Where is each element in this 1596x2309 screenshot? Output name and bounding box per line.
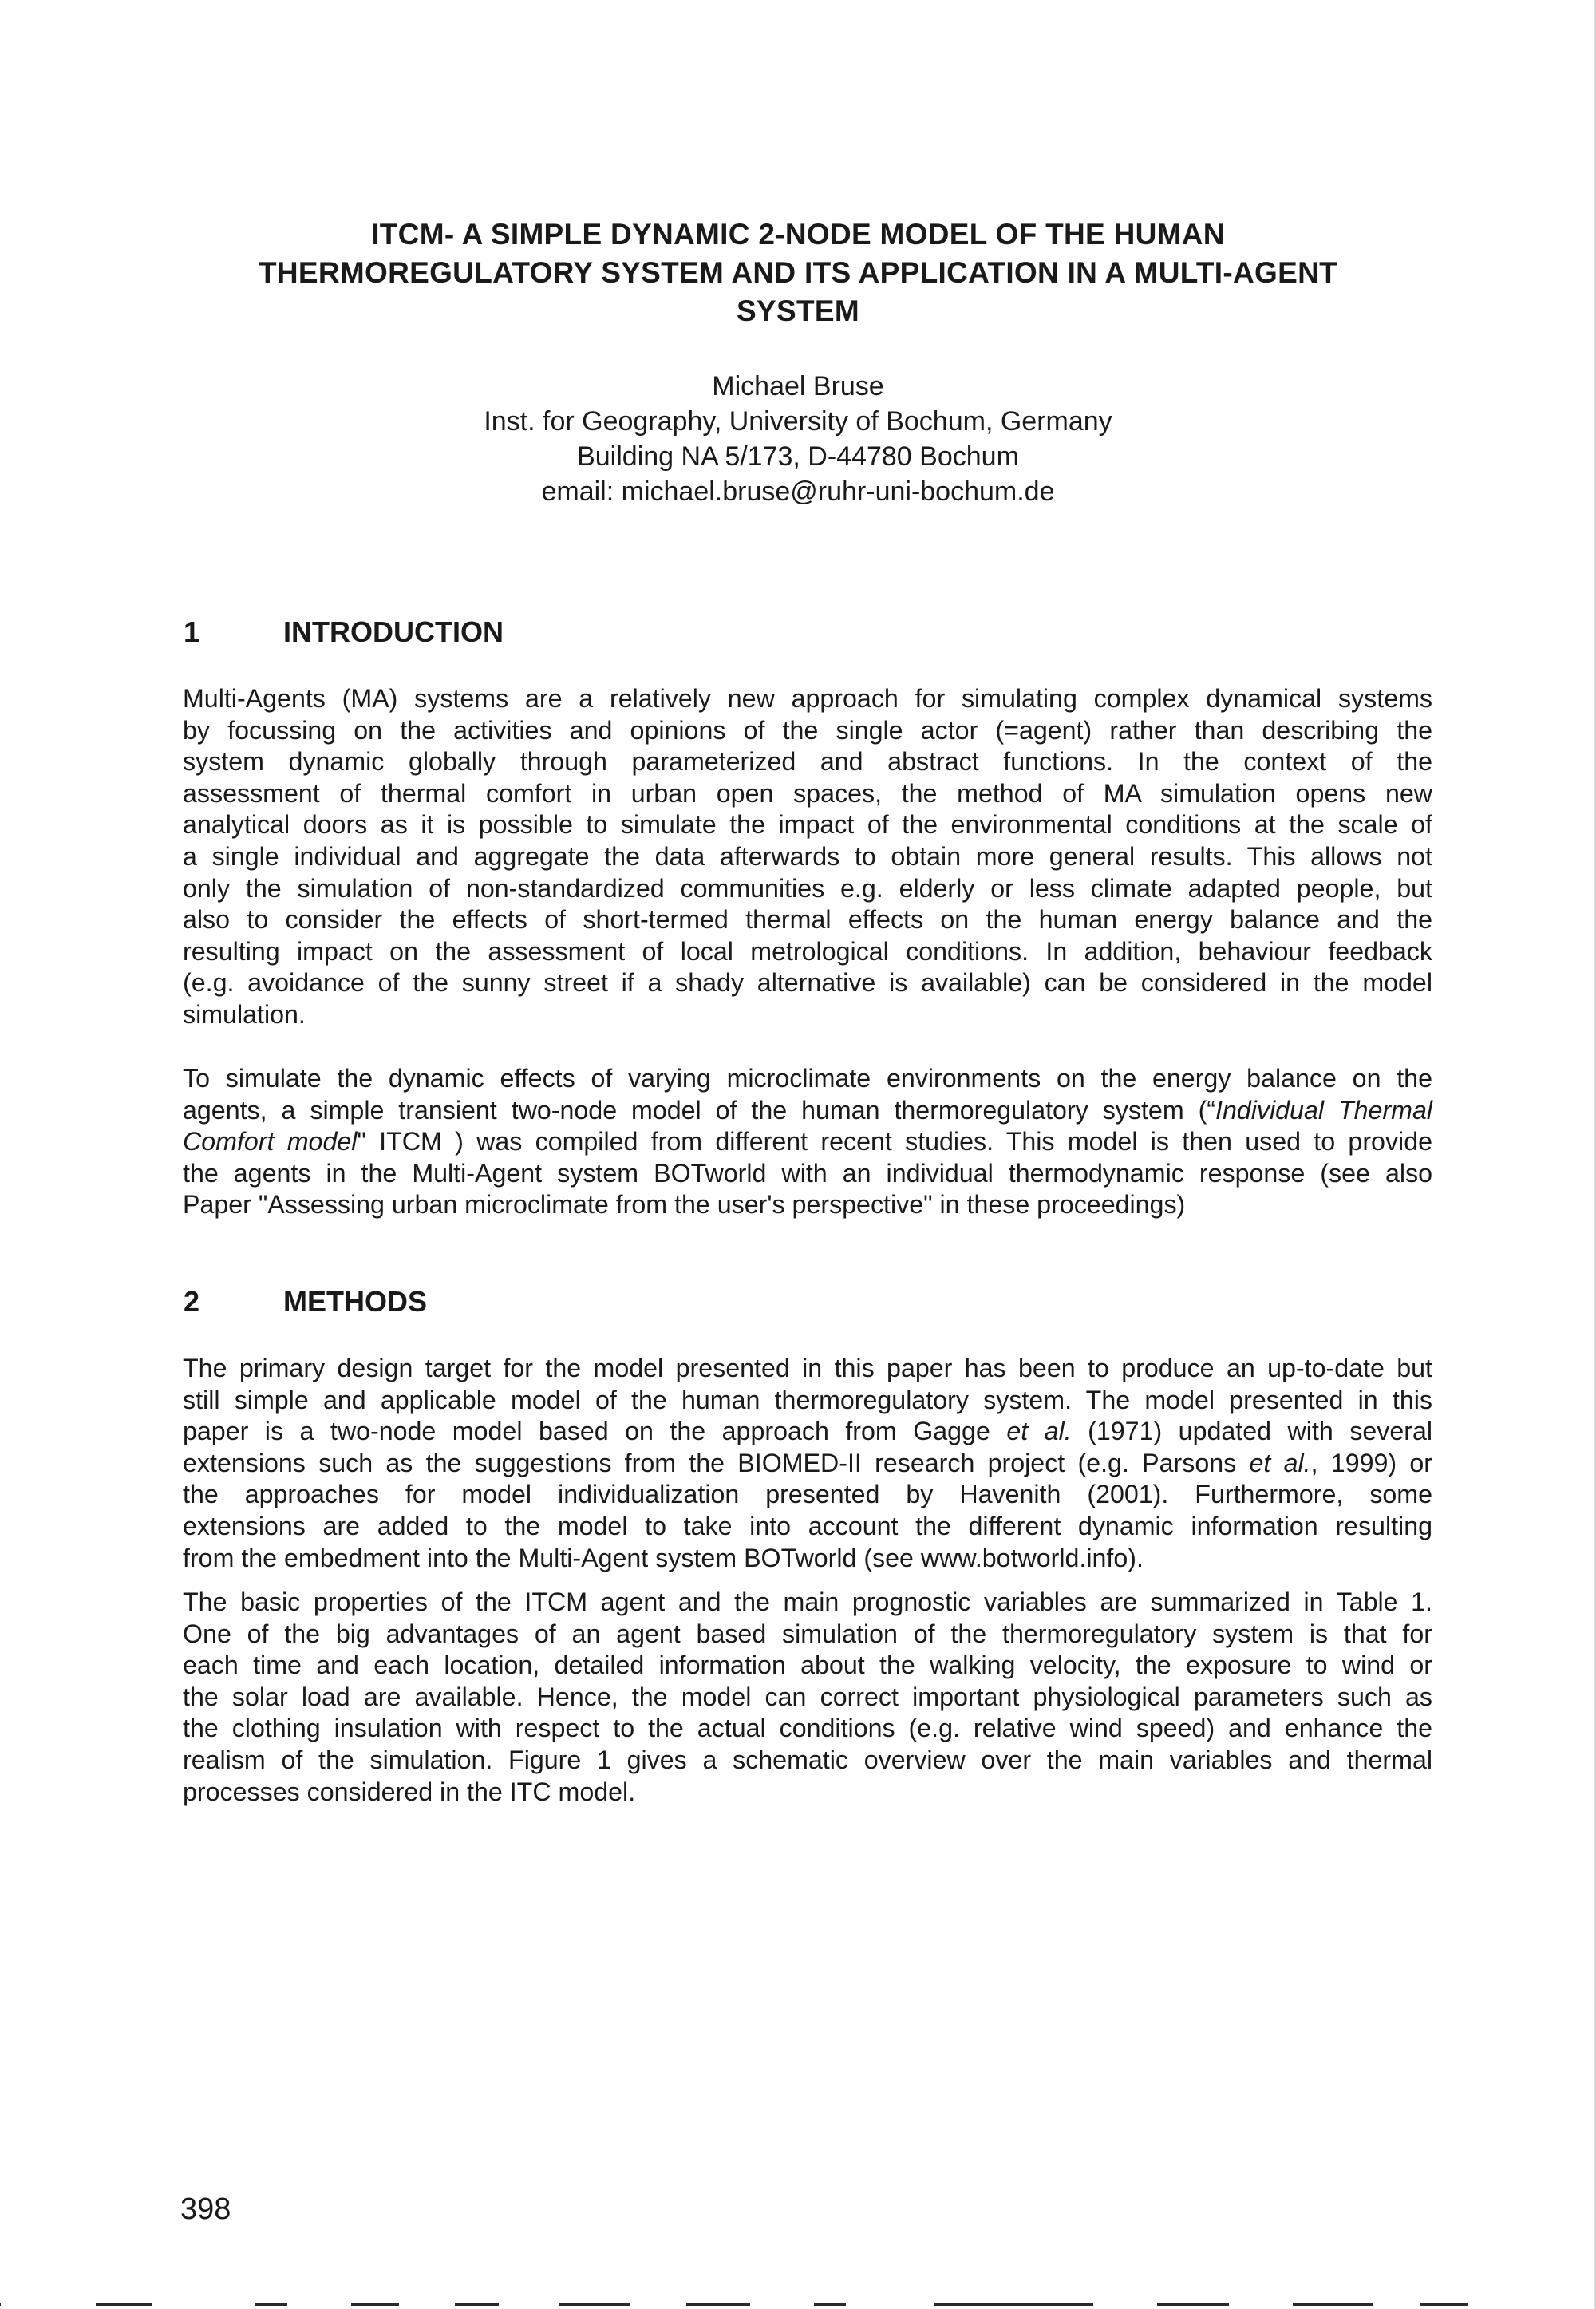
text-line: still simple and applicable model of the human thermoregulatory system. The model presented in this [183,1385,1432,1414]
text-line [183,1126,1432,1158]
section-number: 1 [184,615,200,648]
text-line: To simulate the dynamic effects of varying microclimate environments on the energy balance on the [183,1064,1432,1093]
author-email: email: michael.bruse@ruhr-uni-bochum.de [541,476,1055,507]
scan-mark [0,2303,1,2306]
text-segment: , 1999) or [1310,1448,1432,1477]
scan-mark [455,2303,499,2306]
text-line: resulting impact on the assessment of local metrological conditions. In addition, behaviour feedback [183,936,1432,966]
text-line: assessment of thermal comfort in urban open spaces, the method of MA simulation opens new [183,778,1432,808]
text-line [183,1416,1432,1448]
author-block [239,369,1357,509]
scan-mark [934,2303,1093,2306]
text-segment: paper is a two-node model based on the approach from Gagge [183,1417,1007,1446]
text-line: the clothing insulation with respect to the actual conditions (e.g. relative wind speed) and enhance the [183,1714,1432,1743]
author-name: Michael Bruse [712,371,884,401]
text-line: from the embedment into the Multi-Agent system BOTworld (see www.botworld.info). [183,1543,1144,1572]
text-line [183,1448,1432,1480]
section-title: INTRODUCTION [283,615,504,648]
italic-term: et al. [1249,1448,1311,1477]
title-line-1: ITCM- A SIMPLE DYNAMIC 2-NODE MODEL OF THE HUMAN [371,218,1225,251]
section-title: METHODS [283,1285,427,1318]
text-segment: (1971) updated with several [1071,1417,1432,1446]
text-line: One of the big advantages of an agent based simulation of the thermoregulatory system is that for [183,1619,1432,1648]
section-number: 2 [184,1285,200,1318]
methods-paragraph-1 [183,1353,1432,1574]
scan-mark [1420,2303,1468,2306]
text-line: system dynamic globally through parameterized and abstract functions. In the context of the [183,747,1432,777]
text-line: a single individual and aggregate the data afterwards to obtain more general results. This allows not [183,841,1432,871]
scan-mark [1293,2303,1373,2306]
text-line: only the simulation of non-standardized communities e.g. elderly or less climate adapted people, but [183,873,1432,903]
text-line: the agents in the Multi-Agent system BOTworld with an individual thermodynamic response (see also [183,1158,1432,1188]
text-segment: agents, a simple transient two-node model of the human thermoregulatory system (“ [183,1095,1216,1125]
scan-mark [814,2303,846,2306]
scan-mark [1157,2303,1229,2306]
text-line: extensions are added to the model to take into account the different dynamic information resulting [183,1511,1432,1540]
italic-term: Individual Thermal [1215,1095,1432,1125]
italic-term: et al. [1006,1417,1072,1446]
title-line-2: THERMOREGULATORY SYSTEM AND ITS APPLICATION IN A MULTI-AGENT [258,256,1338,289]
author-address: Building NA 5/173, D-44780 Bochum [577,441,1019,472]
section-heading-introduction [184,615,504,650]
author-affiliation: Inst. for Geography, University of Bochum, Germany [484,406,1112,437]
text-line: the approaches for model individualization presented by Havenith (2001). Furthermore, some [183,1480,1432,1509]
scan-mark [686,2303,750,2306]
scan-mark [351,2303,399,2306]
italic-term: Comfort model [183,1127,358,1156]
scan-mark [255,2303,287,2306]
text-line: simulation. [183,999,306,1029]
intro-paragraph-2 [183,1063,1432,1221]
text-line: processes considered in the ITC model. [183,1777,636,1806]
text-line: by focussing on the activities and opinions of the single actor (=agent) rather than describing the [183,715,1432,745]
paper-title [144,215,1452,330]
text-line: Multi-Agents (MA) systems are a relatively new approach for simulating complex dynamical systems [183,684,1432,713]
page-number: 398 [180,2192,231,2226]
section-heading-methods [184,1284,427,1319]
scan-mark [559,2303,630,2306]
text-line [183,1095,1432,1127]
text-line: realism of the simulation. Figure 1 gives a schematic overview over the main variables and thermal [183,1745,1432,1774]
intro-paragraph-1 [183,683,1432,1031]
text-line: The primary design target for the model presented in this paper has been to produce an up-to-date but [183,1354,1432,1382]
text-line: Paper "Assessing urban microclimate from the user's perspective" in these proceedings) [183,1190,1186,1220]
scan-mark [96,2303,152,2306]
methods-paragraph-2 [183,1587,1432,1808]
text-line: The basic properties of the ITCM agent and the main prognostic variables are summarized in Table 1. [183,1587,1432,1616]
scan-bottom-marks [0,2299,1596,2309]
text-segment: extensions such as the suggestions from the BIOMED-II research project (e.g. Parsons [183,1448,1250,1477]
text-line: the solar load are available. Hence, the model can correct important physiological parameters such as [183,1682,1432,1711]
text-line: each time and each location, detailed information about the walking velocity, the exposure to wind or [183,1651,1432,1680]
title-line-3: SYSTEM [737,295,859,327]
text-line: (e.g. avoidance of the sunny street if a shady alternative is available) can be considered in the model [183,968,1432,998]
text-line: analytical doors as it is possible to simulate the impact of the environmental conditions at the scale of [183,810,1432,840]
text-line: also to consider the effects of short-termed thermal effects on the human energy balance and the [183,905,1432,935]
text-segment: " ITCM ) was compiled from different recent studies. This model is then used to provide [357,1127,1432,1156]
